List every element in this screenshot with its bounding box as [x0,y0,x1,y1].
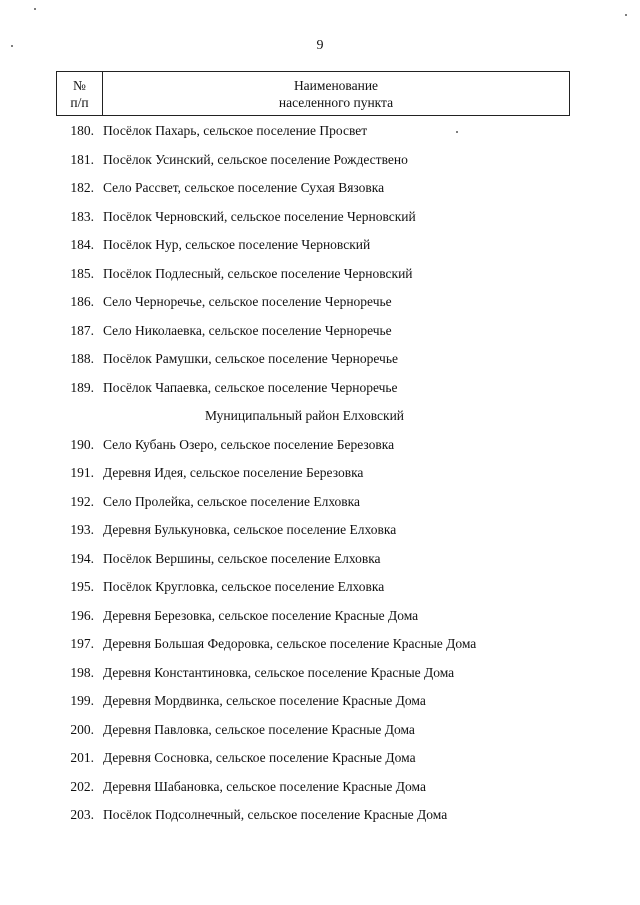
list-item [56,602,596,631]
item-number: 197. [70,636,94,652]
table-header [56,71,570,116]
section-title: Муниципальный район Елховский [205,408,405,424]
settlement-name: Деревня Константиновка, сельское поселение Красные Дома [103,664,455,680]
header-number-abbr: п/п [70,94,89,110]
item-number: 198. [70,664,94,680]
settlement-name: Посёлок Чапаевка, сельское поселение Черноречье [103,379,398,395]
header-name-line2: населенного пункта [278,94,394,110]
item-number: 185. [70,265,94,281]
list-item [56,146,596,175]
item-number: 181. [70,151,94,167]
list-item [56,545,596,574]
settlement-name: Деревня Березовка, сельское поселение Красные Дома [103,607,419,623]
item-number: 196. [70,607,94,623]
settlement-name: Посёлок Вершины, сельское поселение Елховка [103,550,381,566]
item-number: 199. [70,693,94,709]
list-item [56,231,596,260]
list-item [56,573,596,602]
settlement-name: Деревня Павловка, сельское поселение Красные Дома [103,721,415,737]
header-number-symbol: № [73,77,86,93]
item-number: 191. [70,465,94,481]
list-item [56,516,596,545]
list-item [56,744,596,773]
item-number: 182. [70,180,94,196]
header-name-column [103,72,569,115]
section-heading-row [56,402,596,431]
item-number: 201. [70,750,94,766]
item-number: 202. [70,778,94,794]
list-item [56,174,596,203]
item-number: 193. [70,522,94,538]
settlement-name: Деревня Булькуновка, сельское поселение Елховка [103,522,397,538]
settlement-name: Деревня Идея, сельское поселение Березовка [103,465,364,481]
item-number: 200. [70,721,94,737]
list-item [56,773,596,802]
settlement-name: Село Николаевка, сельское поселение Черноречье [103,322,392,338]
item-number: 190. [70,436,94,452]
list-item [56,374,596,403]
list-item [56,659,596,688]
list-item [56,630,596,659]
item-number: 192. [70,493,94,509]
settlement-name: Посёлок Усинский, сельское поселение Рождествено [103,151,408,167]
settlement-name: Село Кубань Озеро, сельское поселение Березовка [103,436,395,452]
list-item [56,488,596,517]
list-item [56,260,596,289]
list-item [56,345,596,374]
settlement-name: Деревня Шабановка, сельское поселение Красные Дома [103,778,426,794]
item-number: 189. [70,379,94,395]
item-number: 183. [70,208,94,224]
header-name-line1: Наименование [293,77,379,93]
list-item [56,687,596,716]
settlement-name: Село Черноречье, сельское поселение Черноречье [103,294,392,310]
settlement-name: Посёлок Пахарь, сельское поселение Просвет [103,123,368,139]
item-number: 195. [70,579,94,595]
item-number: 187. [70,322,94,338]
list-item [56,288,596,317]
list-item [56,459,596,488]
scan-speck [625,14,627,16]
item-number: 180. [70,123,94,139]
list-item [56,801,596,830]
item-number: 203. [70,807,94,823]
list-item [56,716,596,745]
settlement-name: Посёлок Нур, сельское поселение Черновский [103,237,371,253]
settlement-name: Село Рассвет, сельское поселение Сухая Вязовка [103,180,385,196]
settlement-list [56,117,596,830]
list-item [56,431,596,460]
header-number-column [57,72,103,115]
settlement-name: Посёлок Рамушки, сельское поселение Черноречье [103,351,398,367]
settlement-name: Деревня Большая Федоровка, сельское поселение Красные Дома [103,636,477,652]
settlement-name: Село Пролейка, сельское поселение Елховка [103,493,361,509]
item-number: 188. [70,351,94,367]
settlement-name: Посёлок Кругловка, сельское поселение Елховка [103,579,385,595]
item-number: 194. [70,550,94,566]
settlement-name: Деревня Сосновка, сельское поселение Красные Дома [103,750,416,766]
settlement-name: Деревня Мордвинка, сельское поселение Красные Дома [103,693,426,709]
item-number: 184. [70,237,94,253]
settlement-name: Посёлок Черновский, сельское поселение Черновский [103,208,416,224]
list-item [56,317,596,346]
item-number: 186. [70,294,94,310]
settlement-name: Посёлок Подлесный, сельское поселение Черновский [103,265,413,281]
list-item [56,203,596,232]
scan-speck [34,8,36,10]
settlement-name: Посёлок Подсолнечный, сельское поселение Красные Дома [103,807,448,823]
page-number: 9 [316,38,324,53]
list-item [56,117,596,146]
